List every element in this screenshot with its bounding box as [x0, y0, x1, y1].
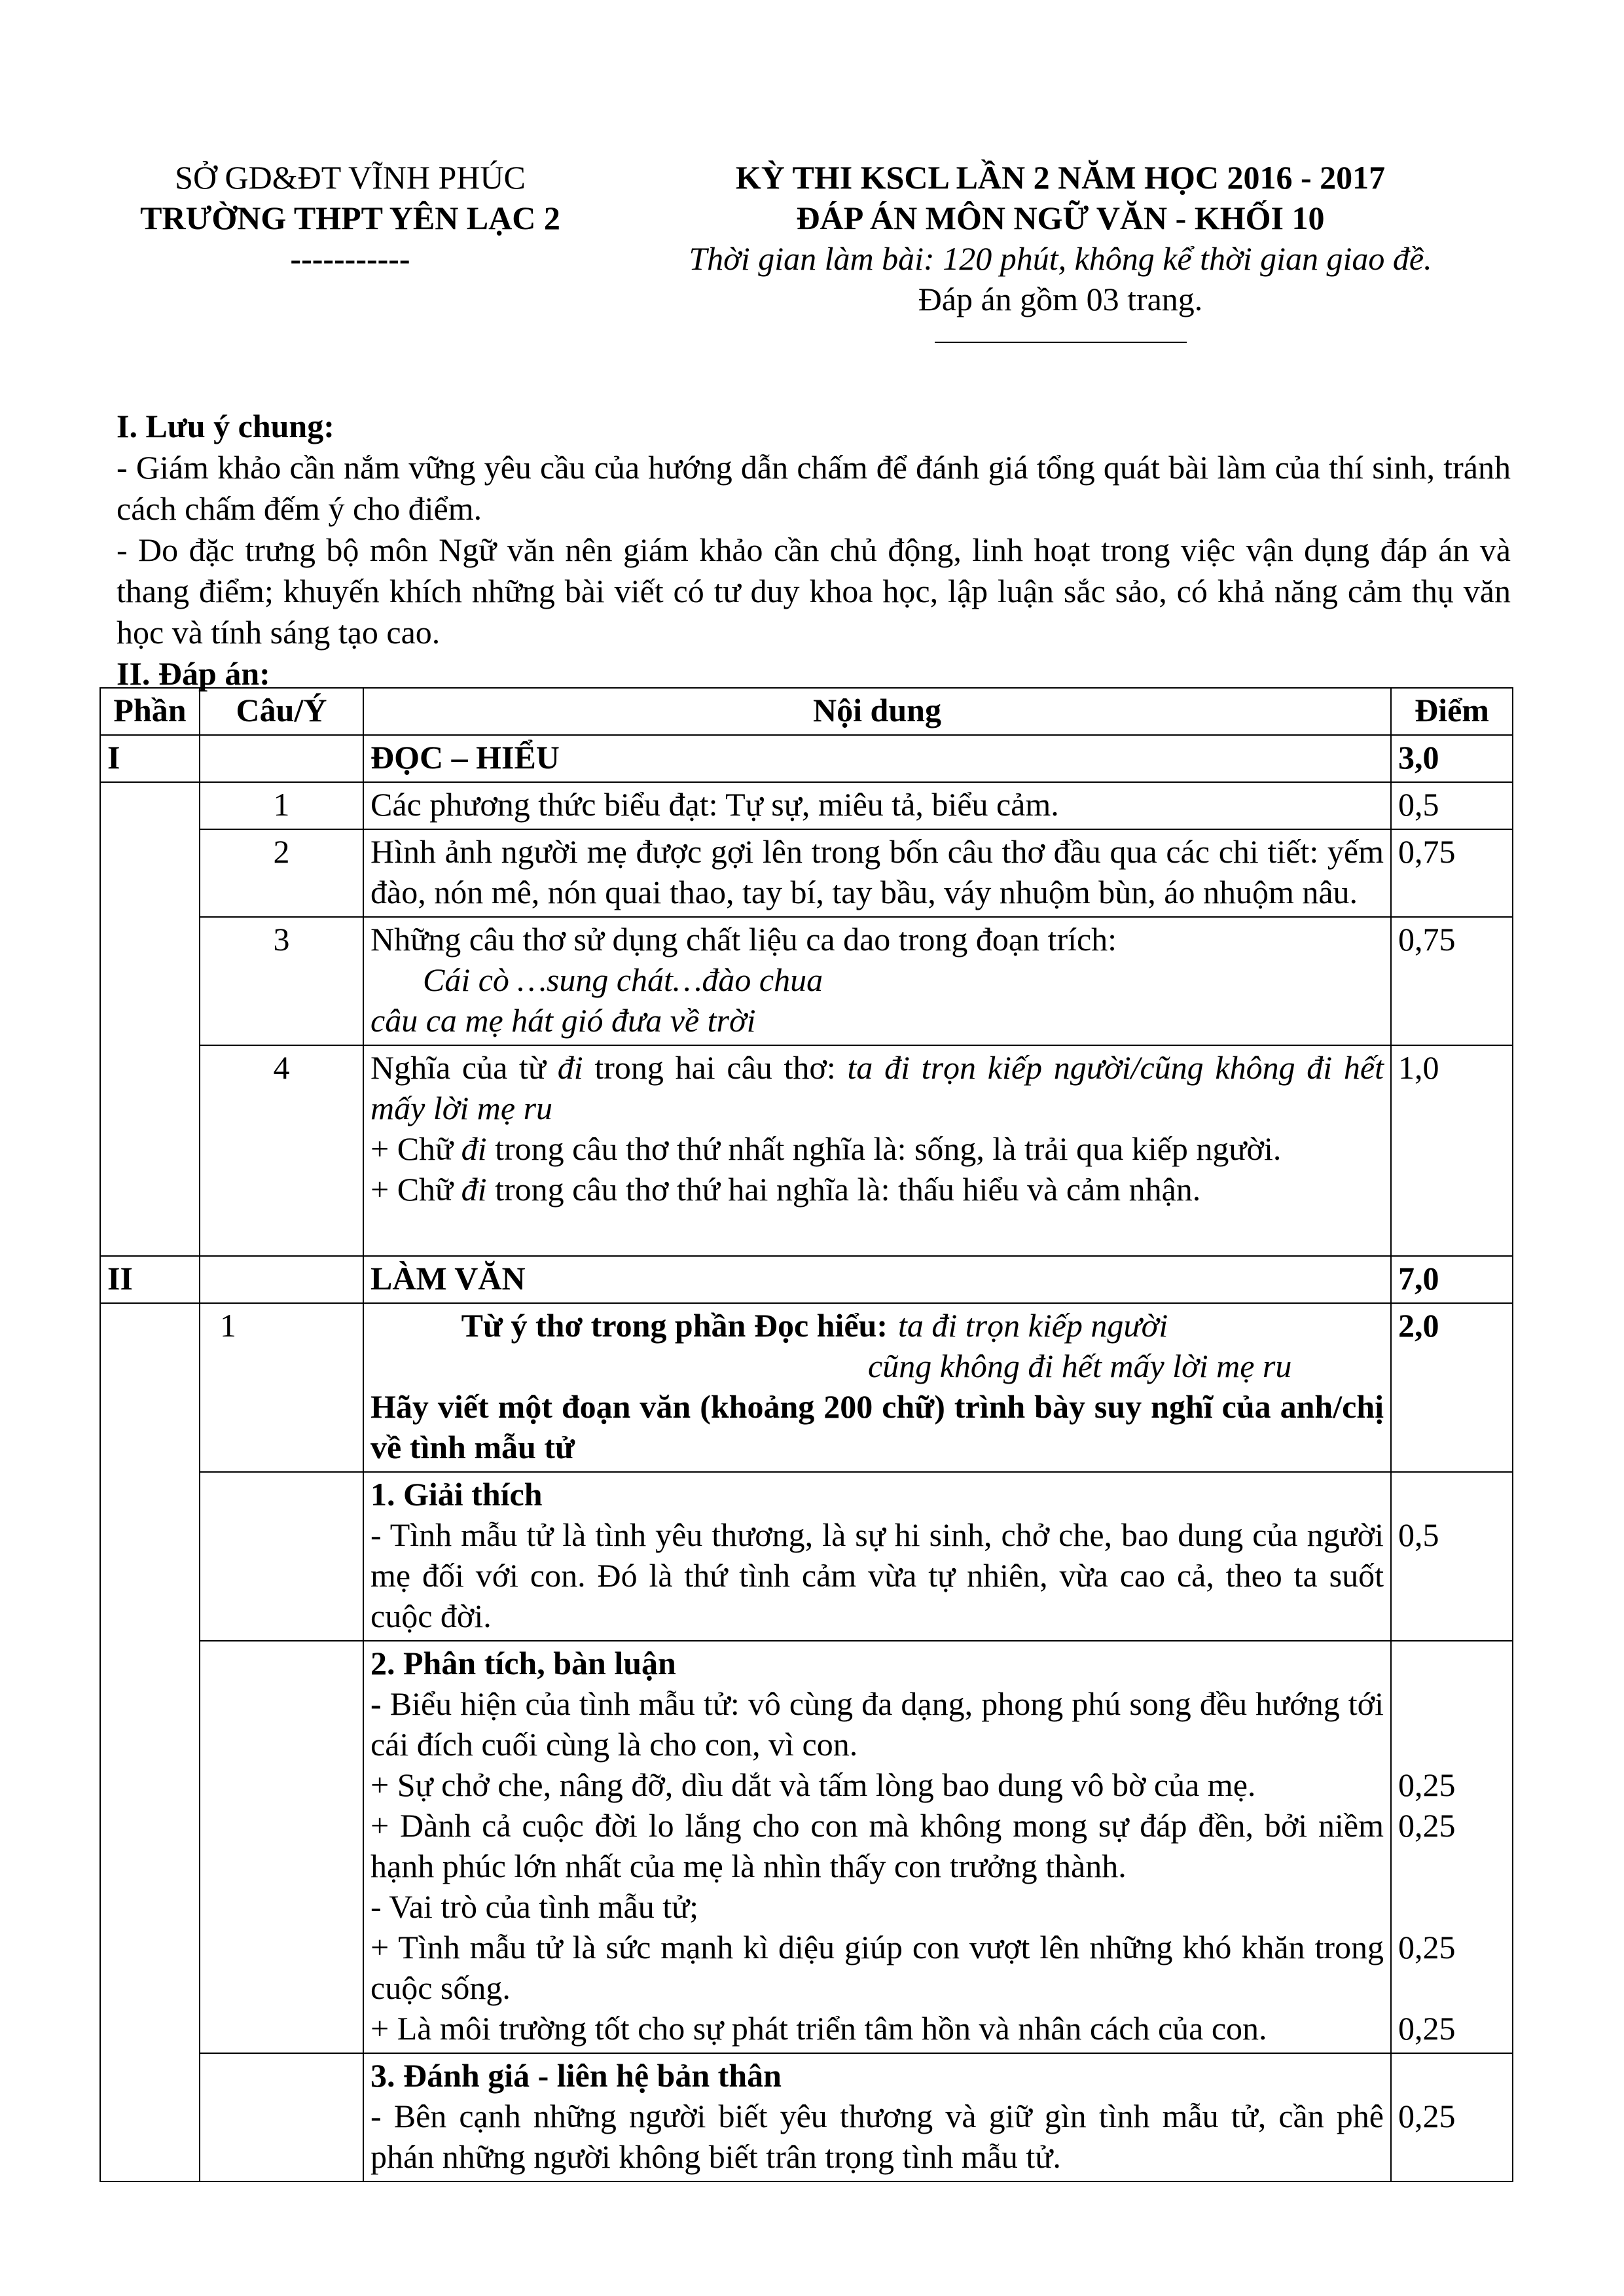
prompt-verse-2: cũng không đi hết mấy lời mẹ ru [868, 1348, 1292, 1384]
question-1-answer: Các phương thức biểu đạt: Tự sự, miêu tả, biểu cảm. [363, 782, 1391, 829]
answer-table [99, 687, 1513, 2182]
exam-title: KỲ THI KSCL LẦN 2 NĂM HỌC 2016 - 2017 [735, 159, 1386, 196]
header-cau: Câu/Ý [200, 688, 363, 735]
empty-cell [200, 1256, 363, 1303]
empty-cell [100, 782, 200, 1256]
answers-title: II. Đáp án: [117, 655, 270, 692]
page-count: Đáp án gồm 03 trang. [918, 281, 1203, 317]
empty-cell [100, 1303, 200, 2181]
section-2-p3: + Dành cả cuộc đời lo lắng cho con mà không mong sự đáp đền, bởi niềm hạnh phúc lớn nhất của mẹ là nhìn thấy con trưởng thành. [370, 1807, 1384, 1884]
table-row [100, 1641, 1513, 2053]
section-2-p1: - Biểu hiện của tình mẫu tử: vô cùng đa dạng, phong phú song đều hướng tới cái đích cuối cùng là cho con, vì con. [370, 1685, 1384, 1763]
subject-title: ĐÁP ÁN MÔN NGỮ VĂN - KHỐI 10 [796, 200, 1325, 236]
section-2-score-cell [1391, 1641, 1513, 2053]
note-paragraph-2: - Do đặc trưng bộ môn Ngữ văn nên giám khảo cần chủ động, linh hoạt trong việc vận dụng đáp án và thang điểm; khuyến khích những bài viết có tư duy khoa học, lập luận sắc sảo, có khả năng cảm thụ văn học và tính sáng tạo cao. [117, 531, 1511, 651]
section-1-text: - Tình mẫu tử là tình yêu thương, là sự hi sinh, chở che, bao dung của người mẹ đối với con. Đó là thứ tình cảm vừa tự nhiên, vừa cao cả, theo ta suốt cuộc đời. [370, 1516, 1384, 1634]
section-1-score-cell [1391, 1472, 1513, 1641]
part-2-title: LÀM VĂN [363, 1256, 1391, 1303]
table-row [100, 735, 1513, 782]
part-1-title: ĐỌC – HIỂU [363, 735, 1391, 782]
folk-verse-1: Cái cò …sung chát…đào chua [423, 961, 823, 998]
table-header-row [100, 688, 1513, 735]
table-row [100, 1045, 1513, 1256]
section-2-score-a: 0,25 [1398, 1767, 1456, 1803]
section-3-text: - Bên cạnh những người biết yêu thương và giữ gìn tình mẫu tử, cần phê phán những người không biết trân trọng tình mẫu tử. [370, 2098, 1384, 2175]
section-analysis [363, 1641, 1391, 2053]
section-3-score: 0,25 [1398, 2098, 1456, 2134]
header-divider [935, 342, 1187, 343]
empty-cell [200, 2053, 363, 2181]
section-2-title: 2. Phân tích, bàn luận [370, 1645, 676, 1681]
section-1-title: 1. Giải thích [370, 1476, 543, 1513]
section-2-score-d: 0,25 [1398, 2010, 1456, 2047]
table-row [100, 1472, 1513, 1641]
table-row [100, 1303, 1513, 1472]
department-name: SỞ GD&ĐT VĨNH PHÚC [175, 159, 526, 196]
section-2-score-b: 0,25 [1398, 1807, 1456, 1844]
exam-time: Thời gian làm bài: 120 phút, không kể thời gian giao đề. [689, 240, 1432, 277]
section-3-score-cell [1391, 2053, 1513, 2181]
section-explain [363, 1472, 1391, 1641]
empty-cell [200, 1641, 363, 2053]
section-2-score-c: 0,25 [1398, 1929, 1456, 1965]
question-2-answer: Hình ảnh người mẹ được gợi lên trong bốn câu thơ đầu qua các chi tiết: yếm đào, nón mê, nón quai thao, tay bí, tay bầu, váy nhuộm bùn, áo nhuộm nâu. [363, 829, 1391, 917]
essay-prompt [363, 1303, 1391, 1472]
table-row [100, 1256, 1513, 1303]
essay-score: 2,0 [1391, 1303, 1513, 1472]
question-4-intro: Nghĩa của từ đi trong hai câu thơ: ta đi trọn kiếp người/cũng không đi hết mấy lời mẹ ru [370, 1049, 1384, 1126]
section-2-p4: - Vai trò của tình mẫu tử; [370, 1888, 699, 1925]
prompt-line-1: Từ ý thơ trong phần Đọc hiểu: ta đi trọn kiếp người [461, 1307, 1168, 1344]
question-2-score: 0,75 [1391, 829, 1513, 917]
section-3-title: 3. Đánh giá - liên hệ bản thân [370, 2057, 782, 2094]
question-number: 4 [200, 1045, 363, 1256]
header-left [98, 157, 602, 279]
general-notes [117, 406, 1511, 694]
empty-cell [200, 735, 363, 782]
section-evaluate [363, 2053, 1391, 2181]
header-right [615, 157, 1506, 319]
header-dashes: ----------- [290, 240, 410, 277]
header-diem: Điểm [1391, 688, 1513, 735]
part-2-label: II [100, 1256, 200, 1303]
question-3-score: 0,75 [1391, 917, 1513, 1045]
part-1-score: 3,0 [1391, 735, 1513, 782]
question-number: 2 [200, 829, 363, 917]
notes-title: I. Lưu ý chung: [117, 408, 334, 444]
part-1-label: I [100, 735, 200, 782]
note-paragraph-1: - Giám khảo cần nắm vững yêu cầu của hướng dẫn chấm để đánh giá tổng quát bài làm của thí sinh, tránh cách chấm đếm ý cho điểm. [117, 449, 1511, 527]
question-4-line-1: + Chữ đi trong câu thơ thứ nhất nghĩa là: sống, là trải qua kiếp người. [370, 1130, 1282, 1167]
question-3-answer [363, 917, 1391, 1045]
question-number: 1 [200, 782, 363, 829]
part-2-score: 7,0 [1391, 1256, 1513, 1303]
section-2-p6: + Là môi trường tốt cho sự phát triển tâm hồn và nhân cách của con. [370, 2010, 1267, 2047]
section-2-p2: + Sự chở che, nâng đỡ, dìu dắt và tấm lòng bao dung vô bờ của mẹ. [370, 1767, 1256, 1803]
table-row [100, 829, 1513, 917]
question-4-line-2: + Chữ đi trong câu thơ thứ hai nghĩa là: thấu hiểu và cảm nhận. [370, 1171, 1201, 1208]
header-noidung: Nội dung [363, 688, 1391, 735]
question-number: 3 [200, 917, 363, 1045]
school-name: TRƯỜNG THPT YÊN LẠC 2 [140, 200, 560, 236]
table-row [100, 917, 1513, 1045]
header-phan: Phần [100, 688, 200, 735]
section-2-p5: + Tình mẫu tử là sức mạnh kì diệu giúp con vượt lên những khó khăn trong cuộc sống. [370, 1929, 1384, 2006]
folk-verse-2: câu ca mẹ hát gió đưa về trời [370, 1002, 756, 1039]
question-number: 1 [200, 1303, 363, 1472]
empty-cell [200, 1472, 363, 1641]
table-row [100, 2053, 1513, 2181]
prompt-task: Hãy viết một đoạn văn (khoảng 200 chữ) trình bày suy nghĩ của anh/chị về tình mẫu tử [370, 1388, 1384, 1465]
question-3-text: Những câu thơ sử dụng chất liệu ca dao trong đoạn trích: [370, 921, 1117, 958]
section-1-score: 0,5 [1398, 1516, 1439, 1553]
question-4-answer [363, 1045, 1391, 1256]
question-1-score: 0,5 [1391, 782, 1513, 829]
question-4-score: 1,0 [1391, 1045, 1513, 1256]
table-row [100, 782, 1513, 829]
